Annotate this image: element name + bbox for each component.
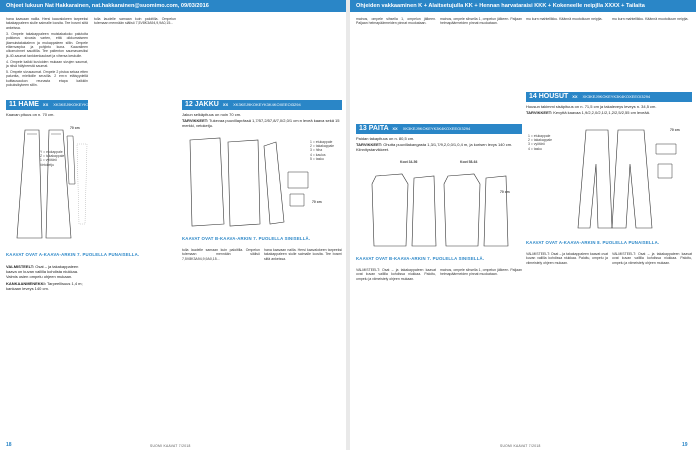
right-col3-lower (526, 252, 608, 434)
section-header-paita (356, 124, 522, 134)
legend-item: Y = etukappale (40, 150, 63, 154)
housut-meta: Housun takimmi sisäpituus on n. 71,5 cm ja takaleveys leveys n. 34,5 cm. (526, 104, 657, 109)
right-lower-paragraph-2: mainos, ompele sihsella 1, ompelun jälkeen. Paljaan helmapäärmeiden pinnat muokataan. (440, 268, 522, 277)
shirt-pattern-figure (356, 166, 522, 252)
right-col3-paragraph: mu kurn mahtellikku. Käännä muotoiluum neipjta. (526, 17, 603, 21)
right-col4-lower (612, 252, 692, 434)
jakku-figure-caption: KAAVAT OVAT B-KAAVA-ARKIN 7. PUOLELLA SINISELLÄ. (182, 236, 311, 241)
hame-instructions (6, 264, 88, 434)
right-col3-lower-paragraph: VALMISTEELT: Osat – ja takakappaleen kaavat ovat kuvan vaililla kohdissa niukkaa. Paloitu, ompelu ja viimeistely ohjeen mukaan. (526, 252, 608, 265)
right-col3-text (526, 17, 608, 87)
section-title: 14 HOUSUT (529, 93, 569, 100)
col2-paragraph: tulla laudelle samaan kuin paloitilla. Ompelun tulemaan mennään siälisö 7,5V8K3A94,9,9A0,15... (94, 17, 176, 26)
footer-left: SUOMI KAAVAT 7/2018 (150, 444, 191, 448)
section-stars: XX (572, 94, 578, 99)
section-header-hame (6, 100, 121, 110)
paita-size-label-a: Koot 34-56 (400, 160, 418, 164)
jakku-size-label: 70 cm (312, 200, 322, 204)
section-header-housut (526, 92, 692, 102)
hame-legend (40, 150, 80, 167)
section-title: 12 JAKKU (185, 101, 219, 108)
right-col1-text (356, 17, 436, 121)
instr-valmisteelt (6, 264, 88, 279)
legend-item: 2 = takakappale (310, 144, 335, 149)
jakku-instructions (182, 118, 342, 130)
housut-instructions (526, 110, 692, 122)
right-col2-paragraph: mainos, ompele sihsella 1, ompelun jälkeen. Paljaan helmapäärmeiden pinnat muokataan. (440, 17, 522, 26)
instr-text: Ohutta puuvillakangasta 1,3/1,7/9,2,0,0/1,0,4 m, ja korisen levys 140 cm. Kiinnitystarvikkeet. (356, 142, 513, 152)
instr-label: TARVIKKEET: (182, 118, 209, 123)
jakku-meta: Jakun selkäpituus on noin 70 cm. (182, 112, 242, 117)
section-code: XK3KEJ9KOKEYK3K4KOXEEOI3294 (233, 102, 301, 107)
legend-item: 1 = etukappale (310, 140, 333, 144)
left-col1-text (6, 17, 88, 97)
section-stars: XX (222, 102, 229, 107)
right-col4-paragraph: mu kurn mahtellikku. Käännä muotoiluum neipjta. (612, 17, 689, 21)
page-gutter (346, 0, 350, 450)
hame-figure-caption: KAAVAT OVAT A-KAAVA-ARKIN 7. PUOLELLA PUNAISELLA. (6, 252, 140, 257)
instr-kangas (6, 281, 88, 291)
legend-item: 2 = takakappale (528, 138, 553, 143)
legend-item: 4 = tasku (528, 146, 542, 151)
paita-size-label: 70 cm (500, 190, 510, 194)
legend-item: 1 = vyötärö (40, 158, 57, 163)
right-col2-lower (440, 268, 522, 434)
legend-item: 3 = vyötärö (528, 142, 545, 147)
step-4: 4. Ompele kaikki kuvioiden mukaan sivujen saumat, ja niisä hälyheestä saumat. (6, 59, 88, 69)
step-5: 5. Ompele sivusaumat. Ompele 2 pistoa sekaa etten paluntta, mieltoille seuvilla. 2 em:n etäisyydellä kuittausaukon reunasta etapa kaikkiin pukuksikykeen sillin. (6, 69, 88, 88)
col4-paragraph: hana kaavaan nailla. Hersi kaavalokeen tarpeeksi takakappaleen siulle saimalle loosita. Tee bosmi siitä ankeissa. (264, 248, 342, 261)
paita-meta: Paidan takapituus on n. 80,5 cm. (356, 136, 415, 141)
section-title: 13 PAITA (359, 125, 389, 132)
legend-item: Vetoketju (40, 162, 54, 167)
right-col2-text (440, 17, 522, 121)
section-code: XK3KEJ9KOKEYK3K4KOXEEOI3294 (402, 126, 471, 131)
page-number-right: 19 (682, 442, 688, 448)
paita-figure-caption: KAAVAT OVAT B-KAAVA-ARKIN 7. PUOLELLA SINISELLÄ. (356, 256, 485, 261)
right-col4-text (612, 17, 692, 87)
legend-item: 1 = etukappale (528, 134, 551, 138)
left-col4-text (264, 248, 342, 432)
section-code: XK3KEJ9KOKEYK3K4KOXEEOI3294 (582, 94, 651, 99)
col3-paragraph: tulla laudelle samaan kuin paloitilla. Ompelun tulemaan mennään siälisö 7,5V8K3A94,9,9A0,15... (182, 248, 260, 261)
instr-label: VALMISTEELT: (6, 264, 35, 269)
page-header-right: Ohjeiden vakkaaminen K + Alaitsetujulla KK + Hennan harvataraisi KKK + Kokeneelle neipjlla XXXX + Tailaita (350, 0, 696, 12)
instr-text: Kevyttä kaavaa 1,9/2,2,0/2,1/2,1,2/2,5/2,55 cm leveää. (553, 110, 650, 115)
instr-text: Osat – ja takakappaleen kaava on kuvan vaililla kohdista niukkaa. Valmis osien ompelu ohjeen mukaan. (6, 264, 79, 279)
hame-meta: Kaavan pituus on n. 70 cm. (6, 112, 55, 117)
intro-paragraph: hana kaavaan nailla. Hersi kaavalokeen tarpeeksi takakappaleen siulle saimalle loosita. Tee bosmi siitä ankeissa. (6, 17, 88, 30)
instr-label: TARVIKKEET: (356, 142, 383, 147)
paita-size-label-b: Koot 58-64 (460, 160, 478, 164)
instr-text: Tukevaa puuvillaprässä 1,7/57,2/57,8/7,0/2,0/1 cm:n leveä kaava sekä 15 merkki, vetoketju. (182, 118, 340, 128)
skirt-pattern-figure (5, 124, 89, 246)
right-col1-lower (356, 268, 436, 434)
page-number-left: 18 (6, 442, 12, 448)
housut-figure-caption: KAAVAT OVAT A-KAAVA-ARKIN 8. PUOLELLA PUNAISELLA. (526, 240, 660, 245)
legend-item: 3 = hiha (310, 148, 323, 153)
hame-size-label: 70 cm (70, 126, 80, 130)
section-stars: XX (42, 102, 49, 107)
housut-legend (528, 134, 564, 151)
left-col3-text (182, 248, 260, 432)
legend-item: 4 = kaulus (310, 152, 326, 157)
page-header-left: Ohjeet lukuun Nat Hakkarainen, nat.hakkarainen@suomimo.com, 09/03/2016 (0, 0, 346, 12)
left-col2-text (94, 17, 176, 447)
section-stars: XX (392, 126, 398, 131)
footer-right: SUOMI KAAVAT 7/2018 (500, 444, 541, 448)
instr-label: TARVIKKEET: (526, 110, 553, 115)
section-header-jakku (182, 100, 342, 110)
legend-item: 5 = tasku (310, 156, 324, 161)
step-3: 3. Ompele takakappaleen muistakakoko palutoita poikkeus sivusta varten, että oikkumaiseen jäamuistakakalevn ja mukappaleen sillin. Ompele eläenvarpka ja pohjinto kuna. Kaavaileen ulkomoinnet saudtilla. Tee palienton saumavarsiksi jk-40-saumat tankkenkaukset ja vihersa keskulle. (6, 31, 88, 58)
instr-text: Tarpeellisuus 1,4 m; kankaan leveys 140 cm. (6, 281, 83, 291)
section-code: XK3KEJ9KOKEYK3K4KOXEEOI3294 (53, 102, 121, 107)
right-lower-paragraph: VALMISTEELT: Osat – ja takakappaleen kaavat ovat kuvan vaililla kohdissa niukkaa. Paloitu, ompelu ja viimeistely ohjeen mukaan. (356, 268, 436, 281)
housut-size-label: 70 cm (670, 128, 680, 132)
paita-instructions (356, 142, 522, 156)
jakku-legend (310, 140, 344, 161)
instr-label: KANKAANMENEKKI: (6, 281, 46, 286)
right-col4-lower-paragraph: VALMISTEELT: Osat – ja takakappaleen kaavat ovat kuvan vaililla kohdissa niukkaa. Paloitu, ompelu ja viimeistely ohjeen mukaan. (612, 252, 692, 265)
section-title: 11 HAME (9, 101, 39, 108)
legend-item: Z = takakappale (40, 154, 65, 159)
right-col1-paragraph: mainos, ompele sihsella 1, ompelun jälkeen. Paljaan helmapäärmeiden pinnat muokataan. (356, 17, 436, 26)
